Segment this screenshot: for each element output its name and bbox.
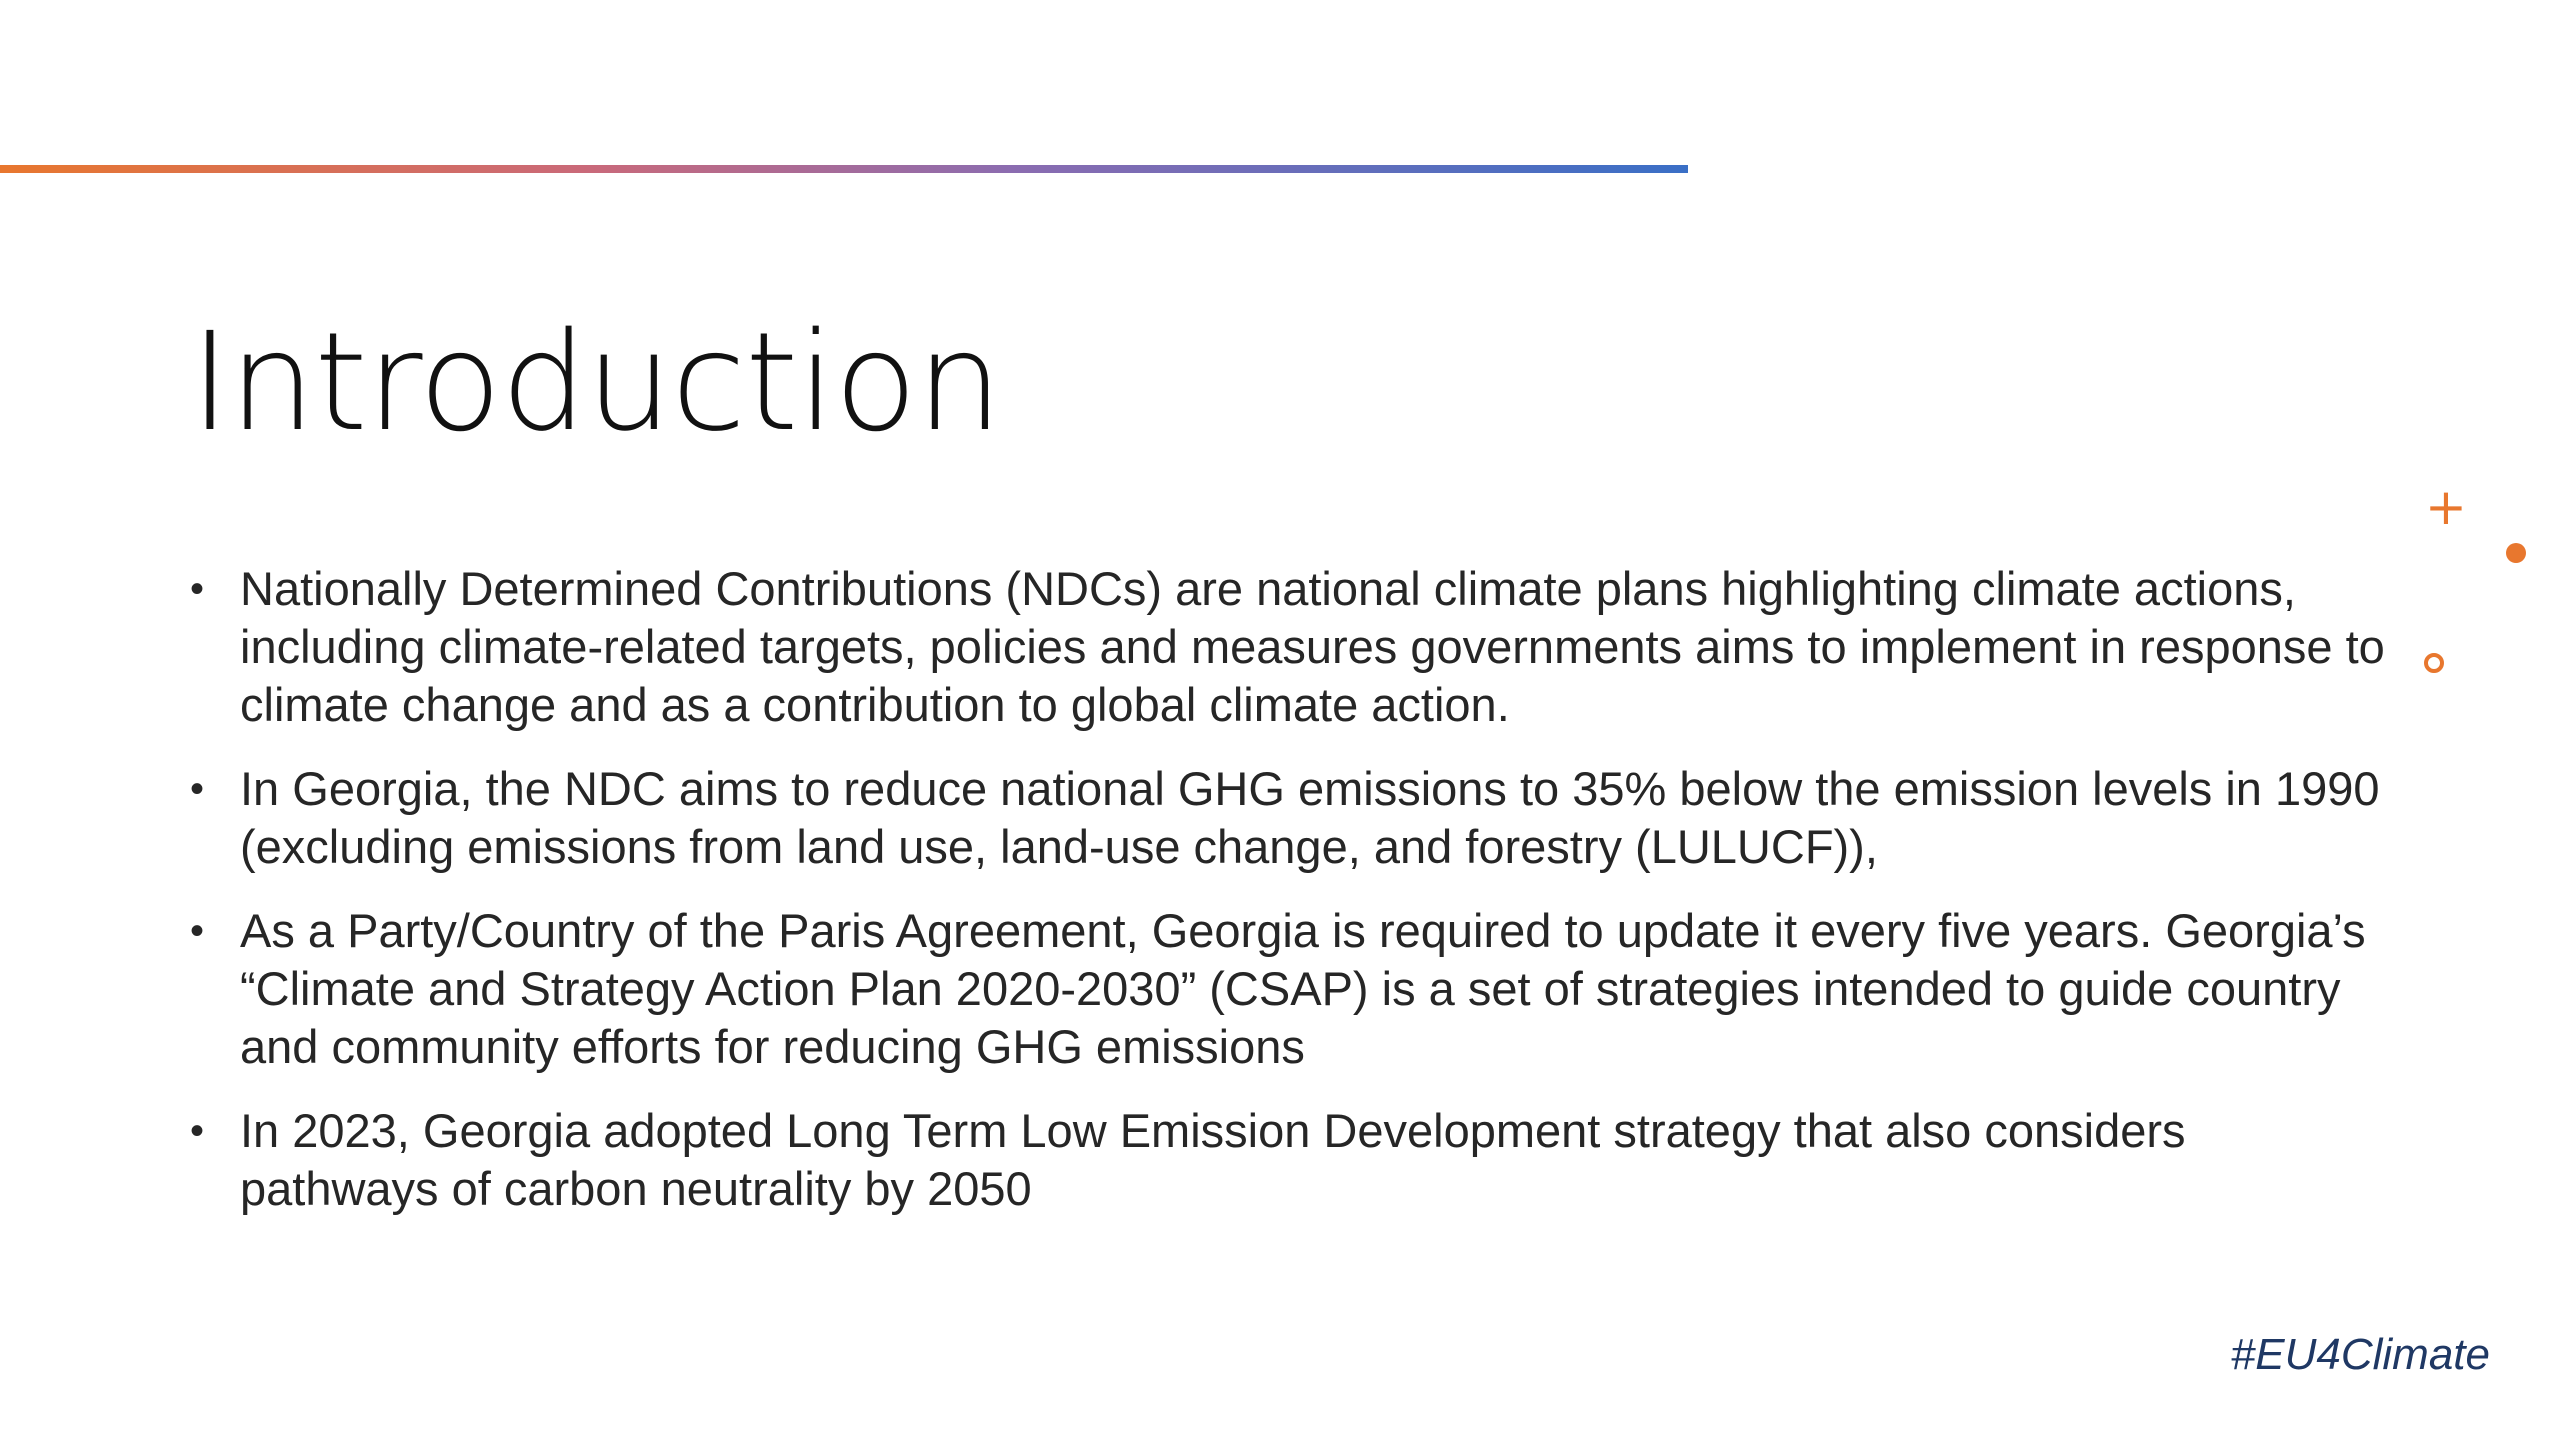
bullet-icon: • bbox=[190, 767, 205, 811]
bullet-item bbox=[190, 560, 2390, 734]
hashtag-label: #EU4Climate bbox=[2230, 1330, 2490, 1379]
bullet-text: Nationally Determined Contributions (NDCs) are national climate plans highlighting climate actions, including climate-related targets, policies and measures governments aims to implement in response to climate change and as a contribution to global climate action. bbox=[240, 562, 2385, 731]
bullet-icon: • bbox=[190, 567, 205, 611]
bullet-text: In Georgia, the NDC aims to reduce national GHG emissions to 35% below the emission levels in 1990 (excluding emissions from land use, land-use change, and forestry (LULUCF)), bbox=[240, 762, 2380, 873]
bullet-icon: • bbox=[190, 909, 205, 953]
bullet-text: As a Party/Country of the Paris Agreement, Georgia is required to update it every five years. Georgia’s “Climate and Strategy Action Plan 2020-2030” (CSAP) is a set of strategies intended to guide country and community efforts for reducing GHG emissions bbox=[240, 904, 2366, 1073]
accent-gradient-bar bbox=[0, 165, 1688, 173]
bullet-item bbox=[190, 902, 2390, 1076]
filled-circle-icon bbox=[2506, 543, 2526, 563]
bullet-list bbox=[190, 560, 2390, 1244]
bullet-item bbox=[190, 760, 2390, 876]
bullet-item bbox=[190, 1102, 2390, 1218]
plus-icon: + bbox=[2425, 478, 2467, 536]
slide-title: Introduction bbox=[190, 304, 1002, 462]
bullet-text: In 2023, Georgia adopted Long Term Low Emission Development strategy that also considers pathways of carbon neutrality by 2050 bbox=[240, 1104, 2186, 1215]
ring-circle-icon bbox=[2424, 653, 2444, 673]
bullet-icon: • bbox=[190, 1109, 205, 1153]
